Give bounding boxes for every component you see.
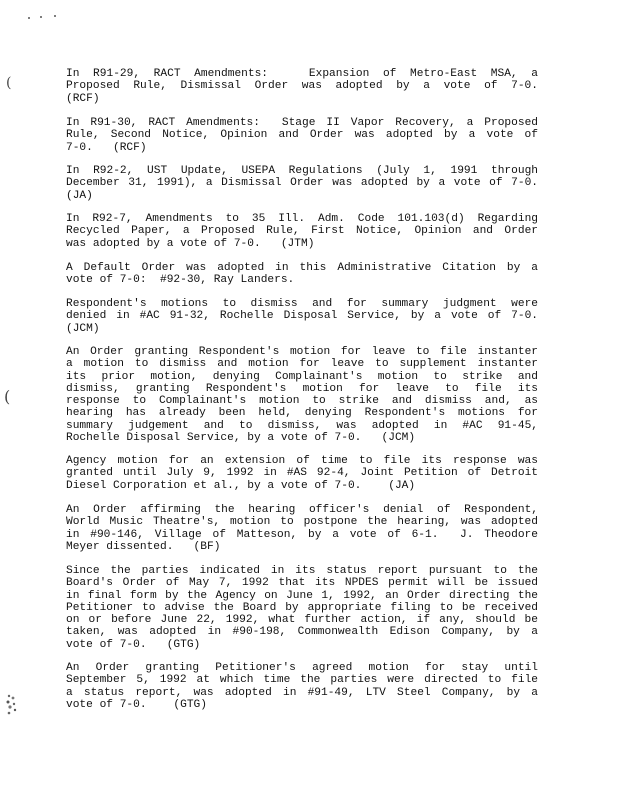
text-line: (RCF) — [66, 92, 100, 105]
minute-entry — [66, 504, 538, 553]
text-line: taken, was adopted in #90-198, Commonwealth Edison Company, by a — [66, 626, 538, 639]
minute-entry — [66, 346, 538, 444]
text-line: Diesel Corporation et al., by a vote of 7-0. (JA) — [66, 479, 416, 492]
scan-speck — [54, 15, 56, 17]
minute-entry — [66, 565, 538, 651]
text-line: in #90-146, Village of Matteson, by a vote of 6-1. J. Theodore — [66, 528, 538, 541]
minute-entry — [66, 298, 538, 335]
text-line: World Music Theatre's, motion to postpone the hearing, was adopted — [66, 516, 538, 529]
text-line: Agency motion for an extension of time to file its response was — [66, 455, 538, 467]
text-line: December 31, 1991), a Dismissal Order was adopted by a vote of 7-0. — [66, 177, 538, 190]
text-line: denied in #AC 91-32, Rochelle Disposal Service, by a vote of 7-0. — [66, 310, 538, 323]
text-line: in final form by the Agency on June 1, 1992, an Order directing the — [66, 589, 538, 602]
text-line: In R92-7, Amendments to 35 Ill. Adm. Code 101.103(d) Regarding — [66, 213, 538, 225]
text-line: dismiss, granting Respondent's motion for leave to file its — [66, 382, 538, 395]
text-line: its prior motion, denying Complainant's motion to strike and — [66, 370, 538, 383]
text-line: on or before June 22, 1992, what further action, if any, should be — [66, 614, 538, 627]
text-line: vote of 7-0. (GTG) — [66, 638, 201, 651]
minute-entry — [66, 165, 538, 202]
text-line: was adopted by a vote of 7-0. (JTM) — [66, 237, 315, 250]
text-line: granted until July 9, 1992 in #AS 92-4, Joint Petition of Detroit — [66, 467, 538, 480]
text-line: summary judgement and to dismiss, was adopted in #AC 91-45, — [66, 419, 538, 432]
text-line: Since the parties indicated in its status report pursuant to the — [66, 565, 538, 577]
text-line: Rochelle Disposal Service, by a vote of 7-0. (JCM) — [66, 432, 416, 445]
text-line: An Order granting Respondent's motion for leave to file instanter — [66, 346, 538, 358]
minute-entry — [66, 68, 538, 105]
minute-entry — [66, 117, 538, 154]
scan-smudge-icon — [4, 692, 20, 716]
text-line: vote of 7-0. (GTG) — [66, 698, 207, 711]
margin-mark-icon: ( — [4, 387, 11, 406]
minute-entry — [66, 455, 538, 492]
text-line: Proposed Rule, Dismissal Order was adopted by a vote of 7-0. — [66, 80, 538, 93]
text-line: A Default Order was adopted in this Administrative Citation by a — [66, 262, 538, 274]
text-line: hearing has already been held, denying Respondent's motions for — [66, 407, 538, 420]
minute-entry — [66, 213, 538, 250]
text-line: In R91-30, RACT Amendments: Stage II Vapor Recovery, a Proposed — [66, 117, 538, 129]
text-line: September 5, 1992 at which time the parties were directed to file — [66, 674, 538, 687]
text-line: a status report, was adopted in #91-49, LTV Steel Company, by a — [66, 686, 538, 699]
text-line: vote of 7-0: #92-30, Ray Landers. — [66, 274, 295, 287]
scan-speck — [28, 17, 30, 19]
text-line: An Order granting Petitioner's agreed motion for stay until — [66, 662, 538, 674]
text-line: In R91-29, RACT Amendments: Expansion of Metro-East MSA, a — [66, 68, 538, 80]
text-line: Recycled Paper, a Proposed Rule, First Notice, Opinion and Order — [66, 225, 538, 238]
text-line: Rule, Second Notice, Opinion and Order was adopted by a vote of — [66, 129, 538, 142]
minute-entry — [66, 262, 538, 287]
margin-mark-icon: ( — [6, 75, 12, 91]
text-line: An Order affirming the hearing officer's denial of Respondent, — [66, 504, 538, 516]
minute-entry — [66, 662, 538, 711]
text-line: Petitioner to advise the Board by appropriate filing to be received — [66, 601, 538, 614]
text-line: Board's Order of May 7, 1992 that its NPDES permit will be issued — [66, 577, 538, 590]
text-line: response to Complainant's motion to strike and dismiss and, as — [66, 395, 538, 408]
scan-speck — [40, 16, 42, 18]
text-line: Meyer dissented. (BF) — [66, 540, 221, 553]
text-line: (JA) — [66, 189, 93, 202]
text-line: 7-0. (RCF) — [66, 141, 147, 154]
text-line: Respondent's motions to dismiss and for summary judgment were — [66, 298, 538, 310]
text-line: (JCM) — [66, 322, 100, 335]
text-line: In R92-2, UST Update, USEPA Regulations (July 1, 1991 through — [66, 165, 538, 177]
text-line: a motion to dismiss and motion for leave to supplement instanter — [66, 358, 538, 371]
